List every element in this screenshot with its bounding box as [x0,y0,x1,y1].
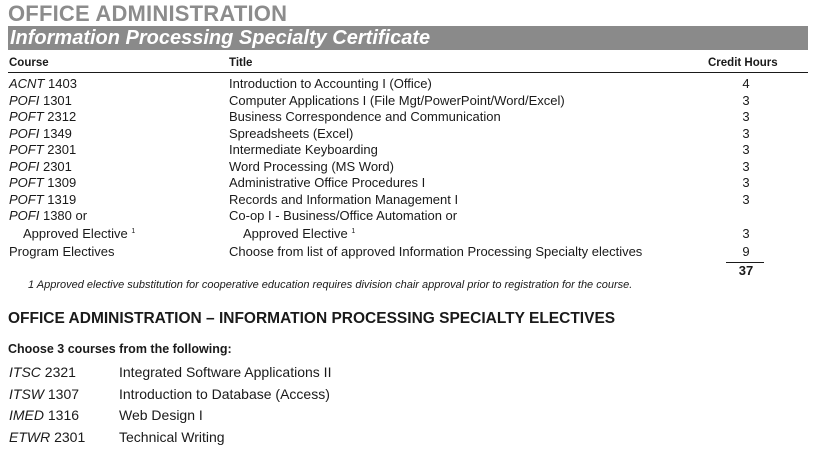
credit-hours: 3 [742,226,750,241]
course-code [9,429,85,445]
table-row [0,208,820,225]
course-number: 1316 [47,407,80,423]
table-row [0,226,820,243]
page-subtitle: Information Processing Specialty Certificate [10,27,431,49]
course-code [9,126,72,141]
course-prefix: POFI [9,158,40,174]
course-title: Technical Writing [119,429,225,445]
electives-heading: OFFICE ADMINISTRATION – INFORMATION PROCESSING SPECIALTY ELECTIVES [8,310,616,327]
table-row [0,192,820,209]
course-prefix: POFT [9,142,44,157]
course-prefix: IMED [9,407,44,423]
course-number: Approved Elective [23,226,128,241]
course-number: 1319 [47,191,77,207]
course-title [243,226,355,241]
course-code [9,76,77,91]
course-title: Introduction to Accounting I (Office) [229,76,432,91]
course-number: 1380 or [42,208,88,223]
course-title: Records and Information Management I [229,191,459,207]
course-code: Program Electives [9,243,115,259]
course-code [9,109,76,124]
course-code [9,386,79,402]
course-prefix: POFI [9,125,40,141]
course-title: Choose from list of approved Information Processing Specialty electives [229,243,643,259]
course-prefix: POFT [9,191,44,207]
course-title: Co-op I - Business/Office Automation or [229,208,458,223]
course-code [9,208,87,223]
course-code [9,93,72,108]
course-code [23,226,135,241]
course-code [9,192,76,207]
course-title-text: Approved Elective [243,226,348,241]
electives-instruction: Choose 3 courses from the following: [8,342,232,356]
course-number: 1307 [47,385,80,402]
credit-hours: 4 [742,76,750,91]
course-prefix: ITSW [9,385,44,402]
footnote-marker: 1 [351,228,356,235]
credit-hours: 3 [742,158,750,174]
course-title: Spreadsheets (Excel) [229,125,354,141]
course-title: Intermediate Keyboarding [229,142,378,157]
column-header-course: Course [9,57,49,69]
course-number: 2301 [54,429,86,445]
course-prefix: POFI [9,92,40,108]
course-title: Business Correspondence and Communication [229,109,501,124]
page-title: OFFICE ADMINISTRATION [8,1,288,26]
credit-hours: 3 [742,175,750,190]
credit-hours: 9 [742,243,750,259]
table-row [0,126,820,143]
course-number: 2321 [44,364,76,380]
table-row [0,159,820,176]
course-title: Integrated Software Applications II [119,364,332,380]
course-prefix: POFT [9,175,44,190]
elective-row [0,429,820,449]
table-row [0,93,820,110]
credit-hours: 3 [742,191,750,207]
course-prefix: POFT [9,109,44,124]
elective-row [0,364,820,384]
credit-hours: 3 [742,125,750,141]
column-header-title: Title [229,57,253,69]
course-prefix: POFI [9,208,40,223]
course-code [9,175,76,190]
course-prefix: ITSC [9,364,41,380]
credit-hours: 3 [742,142,750,157]
total-credit-hours: 37 [738,263,754,278]
table-row [0,142,820,159]
course-code [9,364,76,380]
course-number: 2312 [47,109,77,124]
table-row [0,109,820,126]
course-number: 1301 [42,92,72,108]
course-number: 2301 [42,158,72,174]
course-number: 1309 [47,175,77,190]
course-code [9,407,79,423]
table-row [0,244,820,261]
header-rule [8,72,808,73]
course-number: 1349 [42,125,72,141]
table-row [0,76,820,93]
footnote-marker: 1 [131,228,136,235]
course-prefix: ACNT [9,76,45,91]
table-row [0,175,820,192]
course-title: Web Design I [119,407,203,423]
course-number: 2301 [47,142,77,157]
course-prefix: ETWR [9,429,51,445]
elective-row [0,386,820,406]
course-title: Introduction to Database (Access) [119,385,330,402]
course-title: Computer Applications I (File Mgt/PowerPoint/Word/Excel) [229,92,565,108]
credit-hours: 3 [742,92,750,108]
footnote: 1 Approved elective substitution for cooperative education requires division chair approval prior to registration for the course. [28,279,633,291]
course-title: Administrative Office Procedures I [229,175,426,190]
course-code [9,142,76,157]
course-title: Word Processing (MS Word) [229,158,394,174]
course-code [9,159,72,174]
elective-row [0,407,820,427]
column-header-credit-hours: Credit Hours [708,57,778,69]
course-number: 1403 [48,76,77,91]
credit-hours: 3 [742,109,750,124]
